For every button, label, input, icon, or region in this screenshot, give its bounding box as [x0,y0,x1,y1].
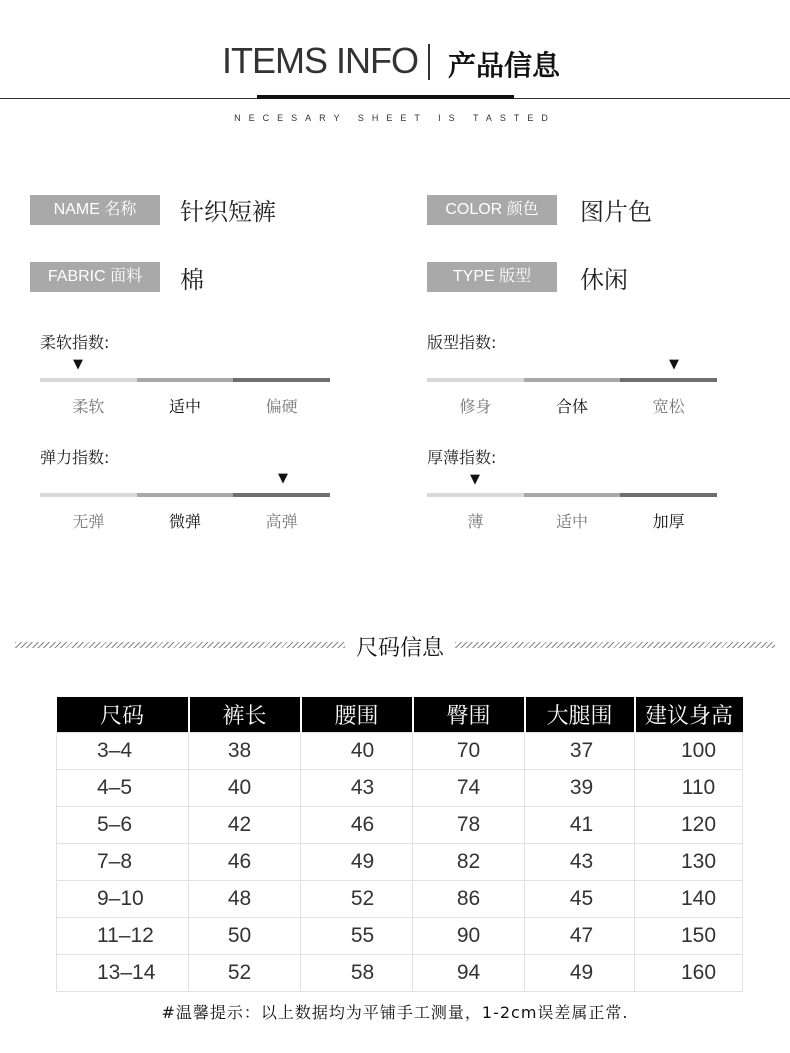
column-header: 大腿围 [525,697,635,733]
softness-scale [40,330,330,416]
table-cell: 120 [635,807,743,844]
table-cell: 43 [525,844,635,881]
elasticity-scale [40,445,330,531]
table-row [57,807,743,844]
table-cell: 100 [635,733,743,770]
table-cell: 90 [413,918,525,955]
elasticity-option: 高弹 [265,512,298,531]
section-divider-left [15,642,345,648]
thickness-bar [427,493,717,497]
type-tag: TYPE 版型 [427,262,557,292]
table-row [57,955,743,992]
table-cell: 5–6 [57,807,189,844]
table-row [57,881,743,918]
softness-option: 偏硬 [265,397,298,416]
section-divider-right [455,642,775,648]
thickness-options [427,509,717,532]
table-row [57,844,743,881]
table-cell: 150 [635,918,743,955]
table-cell: 4–5 [57,770,189,807]
table-cell: 39 [525,770,635,807]
table-row [57,733,743,770]
elasticity-scale-title: 弹力指数: [40,448,110,467]
thickness-scale [427,445,717,531]
size-table-header [57,697,743,733]
color-value: 图片色 [580,198,652,226]
thickness-option: 适中 [556,512,589,531]
thickness-option: 加厚 [652,512,685,531]
softness-scale-title: 柔软指数: [40,333,110,352]
softness-marker-icon: ▼ [73,357,83,372]
softness-options [40,394,330,417]
header-subtitle: NECESARY SHEET IS TASTED [234,113,556,123]
thickness-option: 薄 [467,512,484,531]
table-cell: 48 [189,881,301,918]
header-accent-bar [257,95,514,99]
table-row [57,918,743,955]
table-cell: 41 [525,807,635,844]
table-cell: 47 [525,918,635,955]
fabric-value: 棉 [180,266,204,294]
table-cell: 78 [413,807,525,844]
fit-options [427,394,717,417]
fit-option: 修身 [459,397,492,416]
elasticity-options [40,509,330,532]
table-cell: 40 [189,770,301,807]
name-tag: NAME 名称 [30,195,160,225]
column-header: 建议身高 [635,697,743,733]
table-row [57,770,743,807]
table-cell: 7–8 [57,844,189,881]
table-cell: 82 [413,844,525,881]
table-cell: 74 [413,770,525,807]
header-divider [428,44,430,80]
elasticity-marker-icon: ▼ [278,471,288,486]
table-cell: 45 [525,881,635,918]
table-cell: 50 [189,918,301,955]
table-cell: 52 [189,955,301,992]
column-header: 腰围 [301,697,413,733]
table-cell: 130 [635,844,743,881]
table-cell: 46 [301,807,413,844]
table-cell: 110 [635,770,743,807]
table-cell: 55 [301,918,413,955]
thickness-scale-title: 厚薄指数: [427,448,497,467]
size-section-title: 尺码信息 [356,636,445,661]
measurement-note: #温馨提示：以上数据均为平铺手工测量，1-2cm误差属正常. [161,1003,629,1022]
column-header: 尺码 [57,697,189,733]
table-cell: 52 [301,881,413,918]
fabric-tag: FABRIC 面料 [30,262,160,292]
column-header: 臀围 [413,697,525,733]
table-cell: 160 [635,955,743,992]
table-cell: 43 [301,770,413,807]
elasticity-option: 微弹 [169,512,202,531]
color-tag: COLOR 颜色 [427,195,557,225]
size-table [56,697,743,992]
softness-option: 适中 [169,397,202,416]
elasticity-bar [40,493,330,497]
fit-marker-icon: ▼ [669,357,679,372]
header-title-en: ITEMS INFO [222,40,418,81]
table-cell: 38 [189,733,301,770]
table-cell: 140 [635,881,743,918]
softness-bar [40,378,330,382]
table-cell: 46 [189,844,301,881]
table-cell: 49 [301,844,413,881]
name-value: 针织短裤 [180,198,276,226]
table-cell: 94 [413,955,525,992]
fit-bar [427,378,717,382]
type-value: 休闲 [580,266,628,294]
table-cell: 3–4 [57,733,189,770]
table-cell: 11–12 [57,918,189,955]
table-cell: 9–10 [57,881,189,918]
header-title-cn: 产品信息 [448,49,561,82]
fit-option: 宽松 [652,397,685,416]
softness-option: 柔软 [72,397,105,416]
fit-scale [427,330,717,416]
table-cell: 49 [525,955,635,992]
table-cell: 42 [189,807,301,844]
table-cell: 40 [301,733,413,770]
table-cell: 13–14 [57,955,189,992]
table-cell: 37 [525,733,635,770]
table-cell: 86 [413,881,525,918]
table-cell: 58 [301,955,413,992]
elasticity-option: 无弹 [72,512,105,531]
fit-option: 合体 [556,397,589,416]
thickness-marker-icon: ▼ [470,472,480,487]
column-header: 裤长 [189,697,301,733]
fit-scale-title: 版型指数: [427,333,497,352]
table-cell: 70 [413,733,525,770]
